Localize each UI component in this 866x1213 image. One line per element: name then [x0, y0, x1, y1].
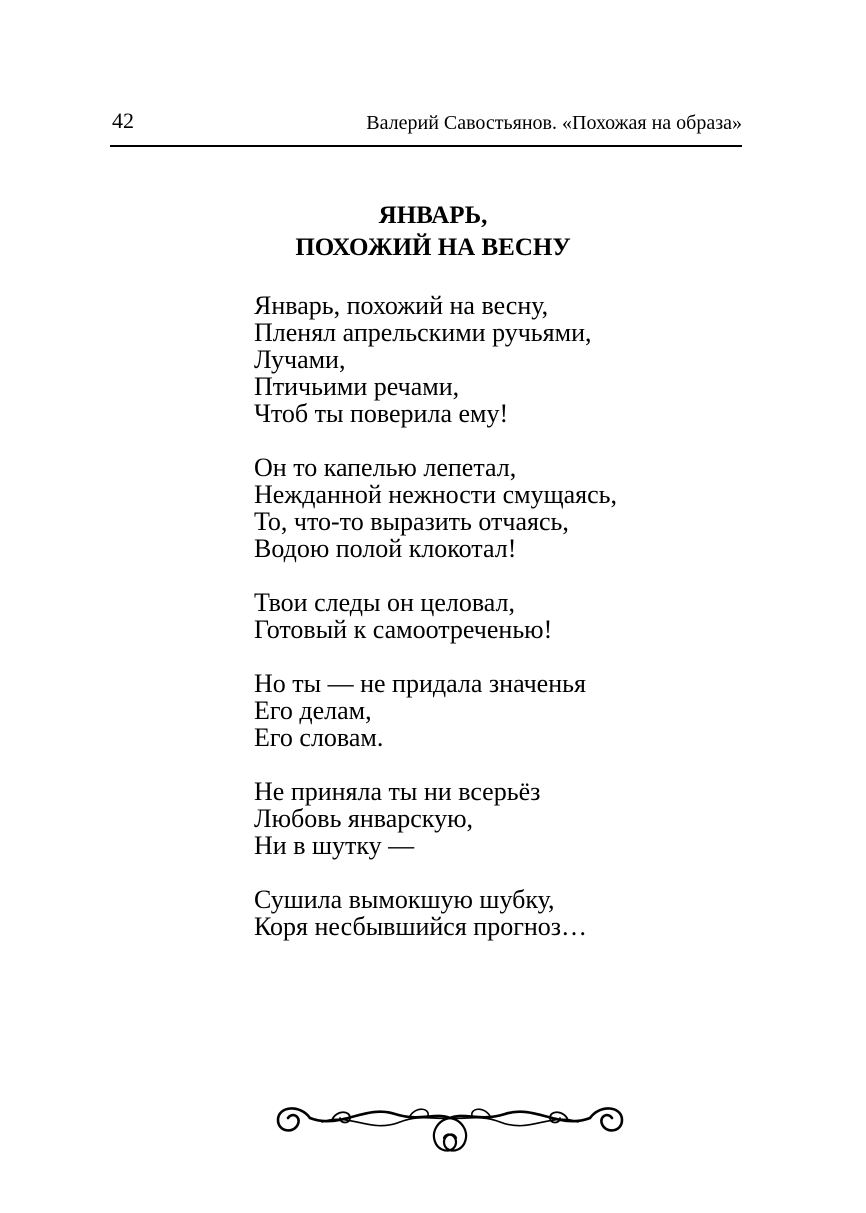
header-rule	[110, 145, 742, 147]
poem-line: Ни в шутку —	[254, 831, 415, 860]
flourish-divider-icon	[270, 1090, 630, 1160]
page-number: 42	[112, 108, 134, 133]
running-header: Валерий Савостьянов. «Похожая на образа»	[366, 112, 742, 134]
stanza	[254, 670, 814, 751]
stanza	[254, 886, 814, 940]
poem-title-line: ЯНВАРЬ,	[378, 202, 488, 229]
poem-line: Любовь январскую,	[254, 804, 473, 833]
poem-line: Не приняла ты ни всерьёз	[254, 777, 541, 806]
stanza	[254, 778, 814, 859]
poem-body	[254, 292, 814, 967]
poem-line: Твои следы он целовал,	[254, 588, 516, 617]
poem-line: Коря несбывшийся прогноз…	[254, 912, 588, 941]
poem-line: Он то капелью лепетал,	[254, 453, 517, 482]
poem-line: То, что-то выразить отчаясь,	[254, 507, 569, 536]
stanza	[254, 292, 814, 427]
poem-line: Готовый к самоотреченью!	[254, 615, 553, 644]
stanza	[254, 454, 814, 562]
poem-line: Но ты — не придала значенья	[254, 669, 586, 698]
poem-line: Сушила вымокшую шубку,	[254, 885, 555, 914]
poem-title	[0, 200, 866, 264]
poem-line: Птичьими речами,	[254, 372, 460, 401]
poem-line: Нежданной нежности смущаясь,	[254, 480, 617, 509]
poem-line: Чтоб ты поверила ему!	[254, 399, 509, 428]
poem-line: Его делам,	[254, 696, 372, 725]
poem-line: Водою полой клокотал!	[254, 534, 517, 563]
stanza	[254, 589, 814, 643]
poem-line: Январь, похожий на весну,	[254, 291, 549, 320]
poem-line: Пленял апрельскими ручьями,	[254, 318, 592, 347]
poem-title-line: ПОХОЖИЙ НА ВЕСНУ	[295, 234, 571, 261]
poem-line: Его словам.	[254, 723, 384, 752]
poem-line: Лучами,	[254, 345, 346, 374]
